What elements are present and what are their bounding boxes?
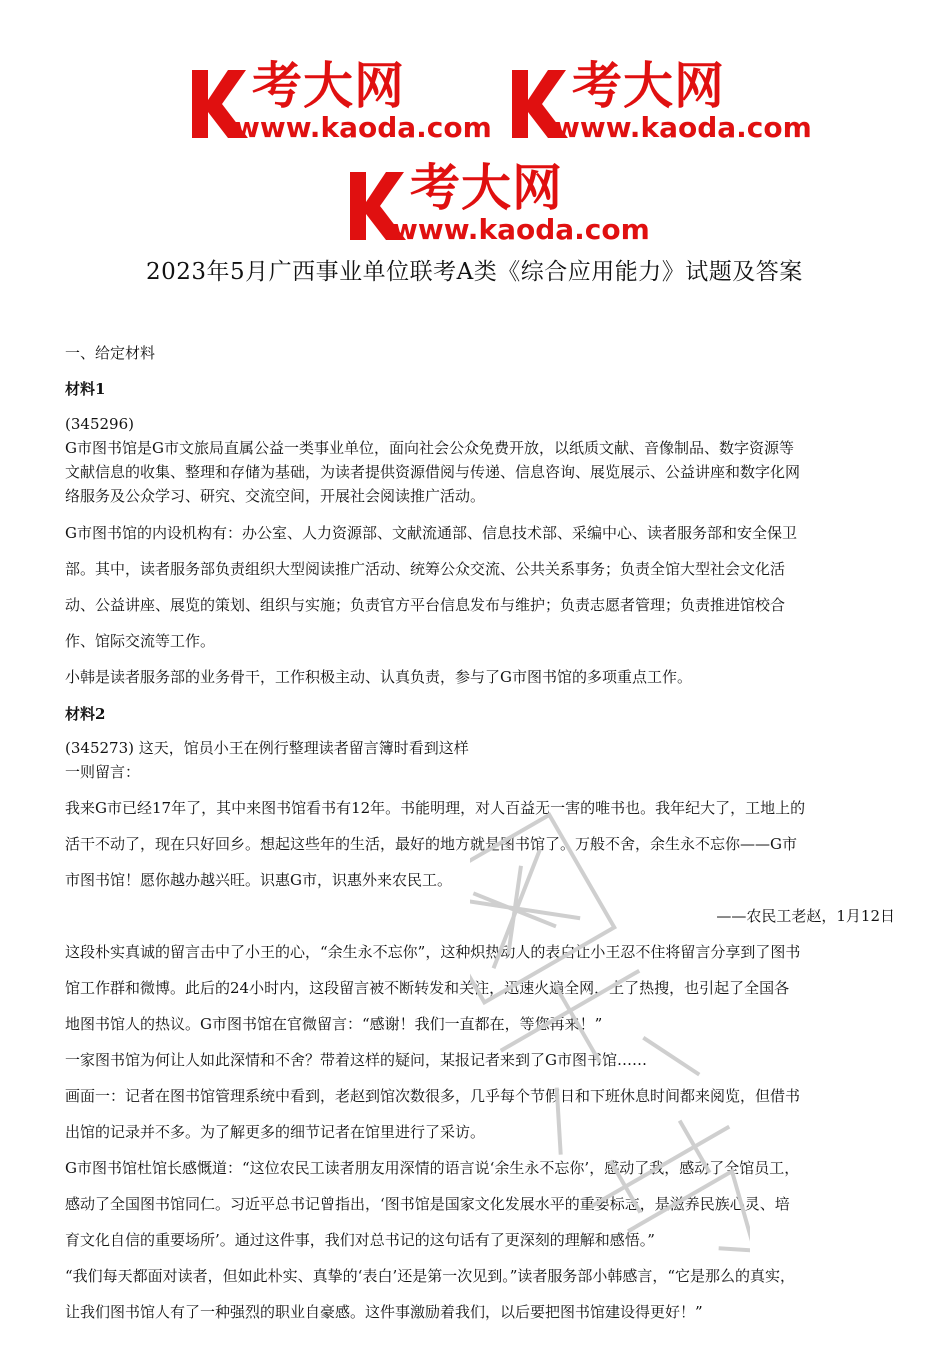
paragraph-line: 市图书馆！愿你越办越兴旺。识惠G市，识惠外来农民工。: [65, 871, 452, 889]
paragraph-line: 让我们图书馆人有了一种强烈的职业自豪感。这件事激励着我们，以后要把图书馆建设得更好！”: [65, 1303, 703, 1321]
logo-url: www.kaoda.com: [554, 111, 812, 144]
paragraph-line: 感动了全国图书馆同仁。习近平总书记曾指出，‘图书馆是国家文化发展水平的重要标志，是滋养民族心灵、培: [65, 1195, 790, 1213]
paragraph-line: 文献信息的收集、整理和存储为基础，为读者提供资源借阅与传递、信息咨询、展览展示、公益讲座和数字化网: [65, 463, 801, 481]
paragraph-line: 地图书馆人的热议。G市图书馆在官微留言：“感谢！我们一直都在，等您再来！”: [65, 1015, 603, 1033]
paragraph-line: (345273) 这天，馆员小王在例行整理读者留言簿时看到这样: [65, 739, 469, 757]
material-1-code: (345296): [65, 415, 134, 433]
paragraph-line: 动、公益讲座、展览的策划、组织与实施；负责官方平台信息发布与维护；负责志愿者管理；负责推进馆校合: [65, 596, 786, 614]
paragraph-line: G市图书馆是G市文旅局直属公益一类事业单位，面向社会公众免费开放，以纸质文献、音像制品、数字资源等: [65, 439, 794, 457]
logo-text: 考大网: [410, 159, 563, 217]
section-heading: 一、给定材料: [65, 344, 156, 362]
paragraph-line: G市图书馆的内设机构有：办公室、人力资源部、文献流通部、信息技术部、采编中心、读者服务部和安全保卫: [65, 524, 797, 542]
kaoda-logo-3: [346, 159, 666, 246]
paragraph-line: 作、馆际交流等工作。: [65, 632, 216, 650]
paragraph-line: 小韩是读者服务部的业务骨干，工作积极主动、认真负责，参与了G市图书馆的多项重点工作。: [65, 668, 692, 686]
material-1-label: 材料1: [65, 380, 106, 398]
paragraph-line: 我来G市已经17年了，其中来图书馆看书有12年。书能明理，对人百益无一害的唯书也。我年纪大了，工地上的: [65, 799, 806, 817]
paragraph-line: 育文化自信的重要场所’。通过这件事，我们对总书记的这句话有了更深刻的理解和感悟。”: [65, 1231, 655, 1249]
logo-text: 考大网: [252, 57, 405, 115]
page-title: 2023年5月广西事业单位联考A类《综合应用能力》试题及答案: [146, 259, 803, 285]
signature-line: ——农民工老赵，1月12日: [716, 907, 895, 925]
paragraph-line: 画面一：记者在图书馆管理系统中看到，老赵到馆次数很多，几乎每个节假日和下班休息时间都来阅览，但借书: [65, 1087, 801, 1105]
paragraph-line: 出馆的记录并不多。为了解更多的细节记者在馆里进行了采访。: [65, 1123, 486, 1141]
logo-url: www.kaoda.com: [234, 111, 492, 144]
paragraph-line: 部。其中，读者服务部负责组织大型阅读推广活动、统筹公众交流、公共关系事务；负责全馆大型社会文化活: [65, 560, 786, 578]
paragraph-line: 一则留言：: [65, 763, 141, 781]
paragraph-line: G市图书馆杜馆长感慨道：“这位农民工读者朋友用深情的语言说‘余生永不忘你’，感动了我，感动了全馆员工，: [65, 1159, 800, 1177]
kaoda-logo-2: [508, 57, 828, 144]
paragraph-line: “我们每天都面对读者，但如此朴实、真挚的‘表白’还是第一次见到。”读者服务部小韩感言，“它是那么的真实，: [65, 1267, 796, 1285]
logo-url: www.kaoda.com: [392, 213, 650, 246]
paragraph-line: 络服务及公众学习、研究、交流空间，开展社会阅读推广活动。: [65, 487, 486, 505]
paragraph-line: 一家图书馆为何让人如此深情和不舍？带着这样的疑问，某报记者来到了G市图书馆……: [65, 1051, 647, 1069]
paragraph-line: 活干不动了，现在只好回乡。想起这些年的生活，最好的地方就是图书馆了。万般不舍，余生永不忘你——G市: [65, 835, 797, 853]
paragraph-line: 馆工作群和微博。此后的24小时内，这段留言被不断转发和关注，迅速火遍全网，上了热搜，也引起了全国各: [65, 979, 790, 997]
material-2-label: 材料2: [65, 705, 106, 723]
logo-text: 考大网: [572, 57, 725, 115]
paragraph-line: 这段朴实真诚的留言击中了小王的心，“余生永不忘你”，这种炽热动人的表白让小王忍不住将留言分享到了图书: [65, 943, 801, 961]
kaoda-logo-1: [188, 57, 508, 144]
